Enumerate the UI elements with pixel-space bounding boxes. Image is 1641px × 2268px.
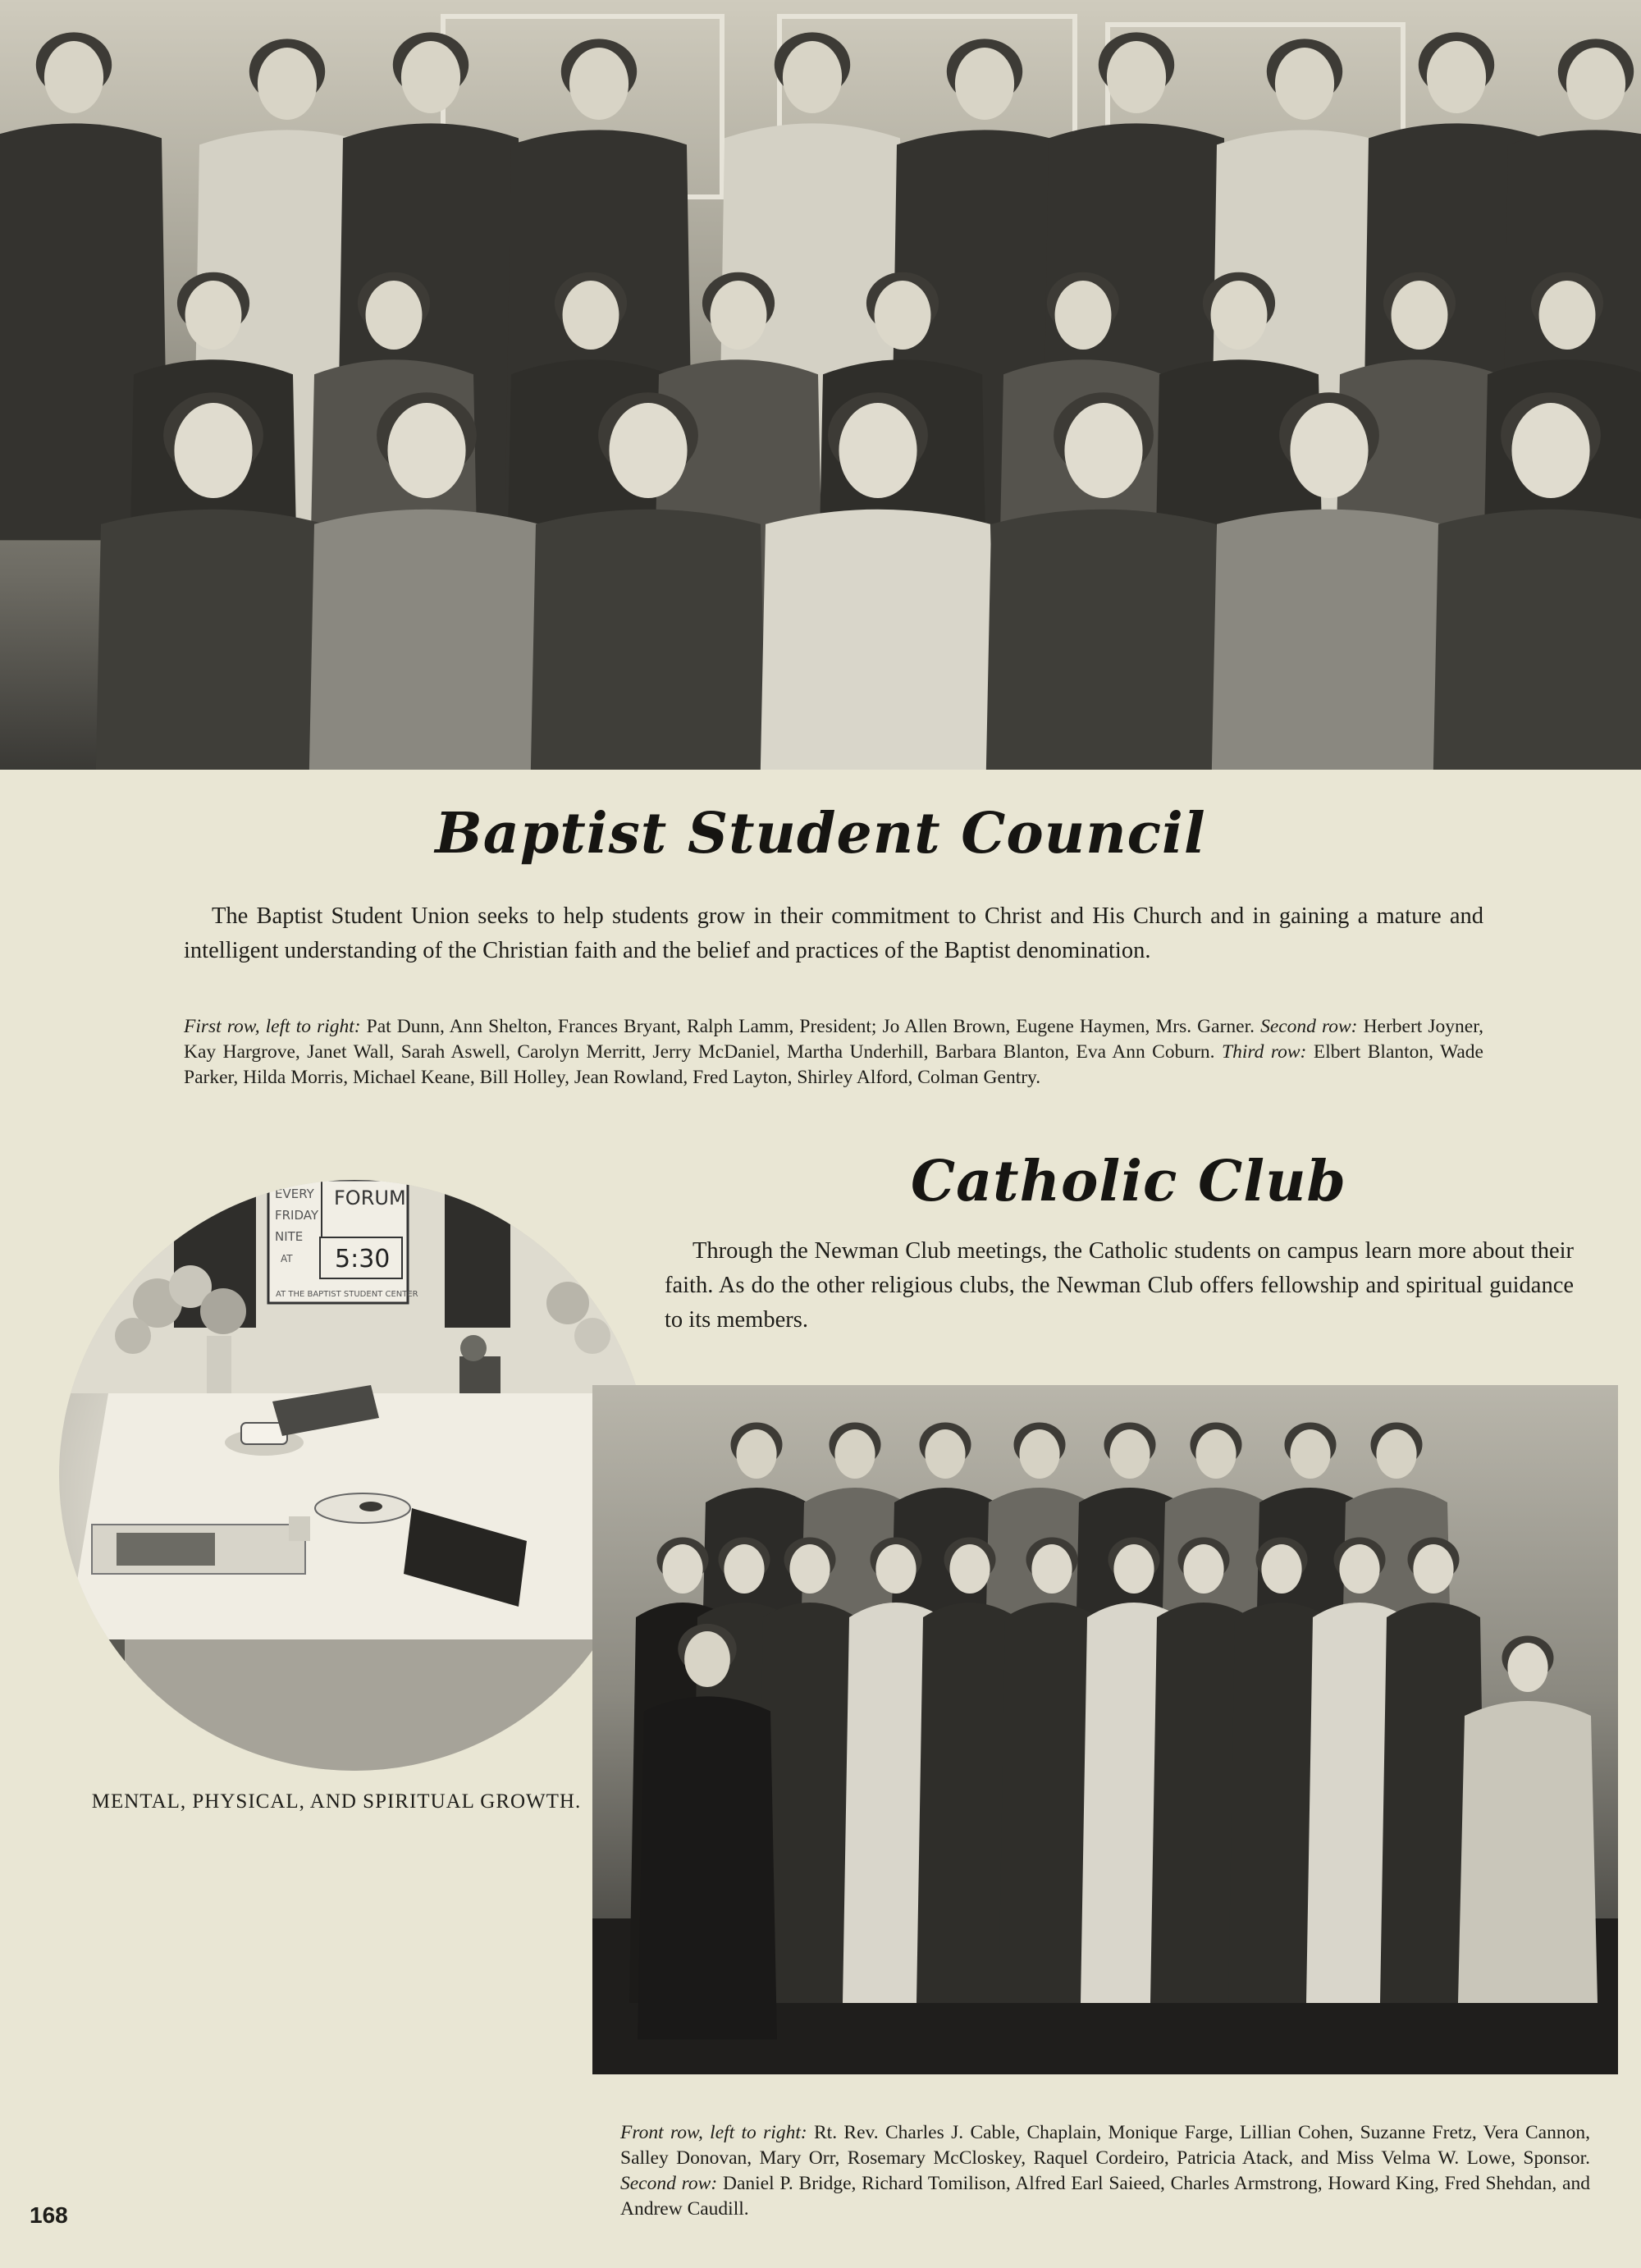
sign-friday: FRIDAY [275, 1208, 319, 1223]
baptist-row1-label: First row, left to right: [184, 1016, 361, 1037]
baptist-group-photo [0, 0, 1641, 770]
catholic-names-caption [620, 2120, 1590, 2222]
baptist-row3-names: Elbert Blanton, Wade Parker, Hilda Morris, Michael Keane, Bill Holley, Jean Rowland, Fred Layton, Shirley Alford, Colman Gentry. [184, 1041, 1483, 1088]
catholic-front-label: Front row, left to right: [620, 2122, 807, 2143]
page-number: 168 [30, 2202, 68, 2228]
baptist-description: The Baptist Student Union seeks to help students grow in their commitment to Christ and His Church and in gaining a mature and intelligent understanding of the Christian faith and the belief and practices of the Baptist denomination. [184, 903, 1483, 963]
catholic-group-photo [592, 1385, 1618, 2074]
table-still-life-illustration [59, 1180, 650, 1771]
sign-forum: FORUM [334, 1187, 406, 1209]
baptist-names-caption [184, 1014, 1483, 1091]
catholic-section-title: Catholic Club [911, 1149, 1347, 1214]
sign-place: AT THE BAPTIST STUDENT CENTER [276, 1290, 418, 1299]
baptist-row2-label: Second row: [1260, 1016, 1358, 1037]
forum-sign [268, 1180, 418, 1303]
baptist-row1-names: Pat Dunn, Ann Shelton, Frances Bryant, Ralph Lamm, President; Jo Allen Brown, Eugene Haymen, Mrs. Garner. [360, 1016, 1261, 1037]
catholic-second-names: Daniel P. Bridge, Richard Tomilison, Alfred Earl Saieed, Charles Armstrong, Howard King, Fred Shehdan, and Andrew Caudill. [620, 2173, 1590, 2220]
baptist-group-illustration [0, 0, 1641, 770]
baptist-section-title: Baptist Student Council [435, 801, 1206, 867]
baptist-row2-names: Herbert Joyner, Kay Hargrove, Janet Wall, Sarah Aswell, Carolyn Merritt, Jerry McDaniel, Martha Underhill, Barbara Blanton, Eva Ann Coburn. [184, 1016, 1483, 1063]
catholic-group-illustration [592, 1385, 1618, 2074]
table-still-life-photo [59, 1180, 650, 1771]
sign-time: 5:30 [335, 1245, 391, 1273]
catholic-front-names: Rt. Rev. Charles J. Cable, Chaplain, Monique Farge, Lillian Cohen, Suzanne Fretz, Vera Cannon, Salley Donovan, Mary Orr, Rosemary McCloskey, Raquel Cordeiro, Patricia Atack, and Miss Velma W. Lowe, Sponsor. [620, 2122, 1590, 2169]
catholic-second-label: Second row: [620, 2173, 718, 2194]
sign-nite: NITE [275, 1229, 304, 1244]
baptist-row3-label: Third row: [1222, 1041, 1307, 1063]
catholic-description: Through the Newman Club meetings, the Catholic students on campus learn more about their faith. As do the other religious clubs, the Newman Club offers fellowship and spiritual guidance to its members. [665, 1238, 1574, 1333]
sign-at: AT [281, 1253, 293, 1264]
growth-caption: MENTAL, PHYSICAL, AND SPIRITUAL GROWTH. [91, 1790, 582, 1813]
sign-every: EVERY [275, 1187, 314, 1201]
